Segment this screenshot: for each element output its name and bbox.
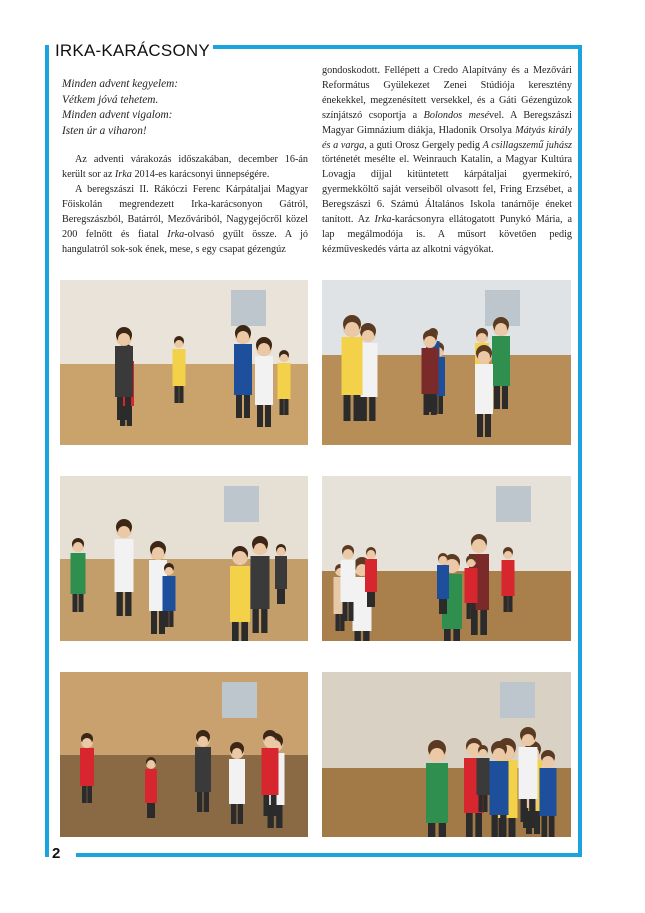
photo-person-leg	[480, 610, 487, 635]
photo-person-face	[175, 340, 183, 348]
photo-person-leg	[277, 589, 281, 604]
photo-person-face	[82, 738, 92, 748]
photo-person-leg	[281, 589, 285, 604]
photo-person-face	[430, 748, 444, 762]
photo-person-leg	[280, 399, 284, 415]
article-paragraph-2-continued	[322, 64, 572, 258]
photo-person-face	[479, 749, 487, 757]
photo-person-body	[342, 337, 363, 395]
photo-person-body	[251, 556, 270, 609]
photo-person-face	[362, 330, 374, 342]
photo-person-leg	[439, 599, 443, 614]
article-paragraph-1	[62, 153, 308, 183]
photo-person-face	[147, 760, 155, 768]
article-paragraph-2	[62, 183, 308, 258]
photo-person-leg	[467, 603, 471, 619]
photo-window	[500, 682, 535, 718]
photo-person-leg	[82, 786, 87, 803]
photo-person-leg	[475, 813, 482, 837]
photo-person-face	[522, 734, 534, 746]
photo-person-leg	[549, 816, 555, 837]
text-run: -olvasó gyűlt össze. A jó hangulatról sok-sok ének, mese, s egy csapat gézengúz	[62, 228, 308, 255]
photo-person-body	[477, 758, 490, 795]
photo-person-leg	[276, 805, 282, 828]
photo-floor	[60, 559, 308, 641]
photo-person-leg	[257, 405, 263, 427]
poem-line: Minden advent vigalom:	[62, 109, 173, 122]
text-run: A beregszászi II. Rákóczi Ferenc Kárpátaljai Magyar Főiskolán megrendezett Irka-karácsonyon Gátról, Beregszászból, Batárról, Mezőváriból, Nagygejőcről közel 200 felnőtt és fiatal	[62, 184, 308, 240]
photo-person-leg	[197, 792, 202, 812]
italic-run: Bolondos mesé	[423, 109, 490, 121]
photo-person-leg	[369, 397, 375, 421]
photo-person-leg	[428, 823, 435, 837]
page-number: 2	[52, 845, 61, 862]
photo-person-leg	[265, 405, 271, 427]
frame-right-line	[578, 45, 582, 857]
photo-person-face	[277, 547, 285, 555]
photo-crafts-children	[60, 672, 308, 837]
photo-person-body	[115, 539, 134, 592]
photo-person-leg	[431, 394, 437, 415]
photo-scene	[60, 280, 308, 445]
photo-person-face	[237, 331, 249, 343]
photo-children-choir	[60, 280, 308, 445]
photo-person-leg	[244, 395, 250, 418]
photo-person-leg	[509, 818, 516, 837]
article-column-left	[62, 77, 308, 258]
photo-person-body	[465, 568, 478, 603]
photo-person-leg	[73, 594, 78, 612]
text-run: 2014-es karácsonyi ünnepségére.	[131, 169, 270, 181]
italic-run: Irka	[167, 228, 185, 240]
photo-person-leg	[125, 592, 131, 616]
photo-person-body	[275, 556, 287, 589]
photo-person-body	[365, 559, 377, 592]
photo-person-body	[502, 560, 515, 596]
photo-person-face	[232, 748, 242, 758]
photo-window	[231, 290, 266, 326]
photo-person-face	[439, 556, 447, 564]
photo-person-leg	[500, 815, 506, 837]
photo-person-leg	[343, 602, 348, 621]
photo-person-leg	[479, 795, 483, 812]
photo-person-body	[437, 565, 449, 599]
photo-person-leg	[151, 803, 155, 818]
photo-person-leg	[424, 394, 430, 415]
photo-person-face	[198, 736, 208, 746]
photo-person-leg	[117, 397, 123, 420]
photo-person-leg	[231, 804, 236, 824]
photo-person-leg	[439, 823, 446, 837]
photo-window	[222, 682, 257, 718]
photo-person-leg	[443, 599, 447, 614]
italic-run: Irka	[114, 169, 132, 181]
photo-person-leg	[354, 395, 361, 421]
text-run: vel. A Beregszászi Magyar Gimnázium diákja, Hladonik Orsolya	[322, 109, 572, 136]
photo-storytelling	[322, 476, 571, 641]
page-title: IRKA-KARÁCSONY	[55, 41, 210, 60]
photo-person-face	[504, 551, 512, 559]
photo-person-leg	[483, 795, 487, 812]
italic-run: A csillagszemű juhász	[482, 139, 572, 151]
photo-person-leg	[79, 594, 84, 612]
photo-person-leg	[151, 611, 157, 634]
photo-person-face	[472, 539, 486, 553]
photo-theatre-play	[60, 476, 308, 641]
photo-person-face	[73, 542, 83, 552]
italic-run: Irka	[374, 214, 392, 226]
photo-person-face	[477, 333, 487, 343]
photo-person-leg	[204, 792, 209, 812]
photo-scene	[60, 672, 308, 837]
photo-person-body	[255, 356, 273, 405]
photo-person-face	[254, 543, 266, 555]
text-run: történetét mesélte el. Weinrauch Katalin, a Magyar Kultúra Lovagja díjjal kitüntetett kárpátaljai gyermekíró, gyermekköltő saját verseiből olvasott fel, Fring Erzsébet, a Beregszászi 6. Számú Általános Iskola tanárnője éneket tanított. Az	[322, 154, 572, 226]
photo-person-body	[234, 344, 252, 395]
photo-window	[224, 486, 259, 522]
photo-person-face	[345, 322, 359, 336]
photo-person-leg	[485, 414, 491, 437]
text-run: Az adventi várakozás időszakában, december 16-án került sor az	[62, 154, 308, 181]
photo-person-body	[341, 560, 356, 602]
photo-person-leg	[508, 596, 512, 612]
photo-person-body	[163, 576, 176, 611]
photo-person-leg	[336, 614, 340, 631]
photo-person-leg	[367, 592, 371, 607]
photo-person-body	[173, 349, 186, 386]
photo-person-body	[115, 346, 133, 397]
photo-person-face	[118, 333, 130, 345]
photo-person-leg	[117, 592, 123, 616]
poem-line: Vétkem jóvá tehetem.	[62, 93, 159, 106]
photo-person-leg	[169, 611, 173, 627]
photo-person-leg	[253, 609, 259, 633]
photo-person-leg	[232, 622, 239, 641]
photo-person-leg	[521, 799, 527, 822]
photo-wall	[60, 476, 308, 559]
photo-hall-performance	[322, 280, 571, 445]
photo-person-face	[478, 351, 490, 363]
photo-person-body	[80, 748, 94, 786]
photo-person-body	[195, 747, 211, 792]
photo-person-face	[233, 551, 247, 565]
photo-person-body	[426, 763, 448, 823]
photo-person-leg	[363, 631, 369, 641]
photo-person-leg	[453, 629, 460, 641]
frame-left-line	[45, 45, 49, 857]
photo-person-leg	[125, 397, 131, 420]
photo-person-face	[118, 526, 130, 538]
photo-person-face	[152, 547, 164, 559]
photo-person-leg	[471, 603, 475, 619]
photo-person-leg	[444, 629, 451, 641]
photo-person-leg	[361, 397, 367, 421]
photo-person-body	[229, 759, 245, 804]
photo-person-body	[540, 768, 557, 816]
article-column-right	[322, 64, 572, 258]
photo-person-body	[262, 748, 279, 795]
text-run: -karácsonyra ellátogatott Punykó Mária, a lap megálmodója is. A műsort követően pedig kézműveskedés várta az alkotni vágyókat.	[322, 214, 572, 255]
photo-person-body	[422, 348, 439, 394]
photo-person-face	[424, 336, 436, 348]
photo-window	[496, 486, 531, 522]
photo-person-leg	[466, 813, 473, 837]
photo-person-leg	[529, 799, 535, 822]
photo-person-leg	[147, 803, 151, 818]
photo-person-leg	[179, 386, 183, 403]
poem	[62, 77, 308, 139]
photo-person-leg	[87, 786, 92, 803]
italic-run: Mátyás király és a varga	[322, 124, 572, 151]
photo-person-face	[343, 549, 353, 559]
photo-person-body	[230, 566, 250, 622]
photo-person-leg	[477, 414, 483, 437]
poem-line: Isten úr a viharon!	[62, 124, 147, 137]
photo-person-leg	[371, 592, 375, 607]
photo-scene	[322, 672, 571, 837]
photo-person-face	[542, 756, 554, 768]
photo-person-leg	[492, 815, 498, 837]
photo-person-leg	[355, 631, 361, 641]
photo-person-face	[467, 559, 475, 567]
photo-person-leg	[284, 399, 288, 415]
photo-scene	[322, 476, 571, 641]
text-run: , a guti Orosz Gergely pedig	[364, 139, 483, 151]
photo-person-leg	[236, 395, 242, 418]
frame-bottom-line	[76, 853, 582, 857]
photo-person-leg	[159, 611, 165, 634]
photo-person-body	[145, 769, 157, 803]
photo-person-leg	[238, 804, 243, 824]
photo-person-leg	[542, 816, 548, 837]
frame-top-line	[213, 45, 582, 49]
photo-person-face	[258, 343, 270, 355]
photo-person-face	[495, 323, 507, 335]
photo-person-face	[165, 567, 173, 575]
photo-person-body	[475, 364, 493, 414]
photo-person-face	[280, 354, 288, 362]
photo-person-face	[264, 736, 276, 748]
photo-audience	[322, 672, 571, 837]
photo-person-leg	[271, 795, 277, 816]
photo-person-body	[519, 747, 538, 799]
photo-person-leg	[165, 611, 169, 627]
photo-person-body	[492, 336, 510, 386]
photo-scene	[60, 476, 308, 641]
photo-person-leg	[502, 386, 508, 409]
photo-person-body	[71, 553, 86, 594]
photo-person-face	[493, 748, 505, 760]
photo-person-leg	[349, 602, 354, 621]
photo-person-leg	[175, 386, 179, 403]
photo-scene	[322, 280, 571, 445]
poem-line: Minden advent kegyelem:	[62, 78, 179, 90]
photo-person-leg	[504, 596, 508, 612]
photo-person-body	[490, 761, 509, 815]
photo-person-leg	[344, 395, 351, 421]
photo-person-leg	[241, 622, 248, 641]
photo-person-body	[278, 363, 291, 399]
photo-person-leg	[438, 396, 443, 414]
photo-person-face	[367, 550, 375, 558]
photo-person-leg	[494, 386, 500, 409]
photo-person-leg	[264, 795, 270, 816]
photo-person-leg	[261, 609, 267, 633]
text-run: gondoskodott. Fellépett a Credo Alapítvány és a Mezővári Református Gyülekezet Zenei Stúdiója keresztény énekekkel, megzenésített versekkel, és a Gáti Gézengúzok színjátszó csoportja a	[322, 65, 572, 121]
